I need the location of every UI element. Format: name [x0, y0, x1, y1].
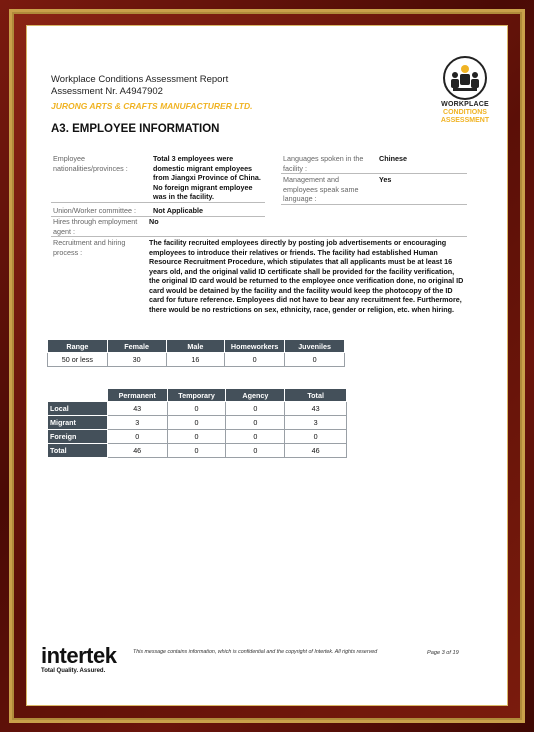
brand-tagline: Total Quality. Assured.	[41, 668, 106, 674]
divider	[51, 202, 265, 203]
row-label: Foreign	[48, 430, 108, 444]
col-range: Range	[48, 340, 108, 353]
range-table-header	[48, 340, 345, 353]
assessment-number: Assessment Nr. A4947902	[51, 86, 163, 97]
table-cell: 0	[167, 430, 226, 444]
table-cell: 43	[285, 402, 347, 416]
col-temporary: Temporary	[167, 389, 226, 402]
section-title: A3. EMPLOYEE INFORMATION	[51, 123, 220, 135]
col-female: Female	[107, 340, 166, 353]
wca-logo	[435, 56, 495, 126]
table-row	[48, 416, 347, 430]
table-cell: 50 or less	[48, 353, 108, 367]
table-cell: 46	[285, 444, 347, 458]
row-label: Local	[48, 402, 108, 416]
same-language-label: Management and employees speak same language :	[283, 175, 359, 203]
report-title: Workplace Conditions Assessment Report	[51, 74, 229, 85]
range-table	[47, 339, 345, 367]
col-agency: Agency	[226, 389, 285, 402]
languages-value: Chinese	[379, 154, 407, 163]
table-cell: 30	[107, 353, 166, 367]
table-cell: 0	[226, 444, 285, 458]
report-header	[51, 74, 228, 98]
table-cell: 0	[226, 416, 285, 430]
employment-type-table	[47, 388, 347, 458]
table-cell: 43	[107, 402, 167, 416]
table-row	[48, 430, 347, 444]
nationalities-label: Employee nationalities/provinces :	[53, 154, 128, 173]
blank-header	[48, 389, 108, 402]
logo-line-3: ASSESSMENT	[440, 117, 490, 124]
row-label: Total	[48, 444, 108, 458]
table-row	[48, 444, 347, 458]
divider	[281, 204, 467, 205]
divider	[281, 173, 467, 174]
divider	[51, 236, 467, 237]
recruitment-value: The facility recruited employees directly by posting job advertisements or encouraging employees to introduce their relatives or friends. The facility had established Human Resource Recruitment Procedure, which stipulates that all applicants must be at least 16 years old, and the original valid ID certificate shall be provided for the facility verification, the original ID card would be returned to the employee once verification done, no original ID card would be detained by the facility and the facility would keep the photocopy of the ID card for future reference. Employees did not have to bear any recruitment fee. Furthermore, there would be no restrictions on sex, ethnicity, race, gender or religion, etc. when hiring.	[149, 238, 464, 314]
page-number: Page 3 of 19	[427, 650, 459, 656]
row-label: Migrant	[48, 416, 108, 430]
document-page	[26, 25, 508, 706]
table-cell: 0	[107, 430, 167, 444]
col-male: Male	[166, 340, 225, 353]
languages-label: Languages spoken in the facility :	[283, 154, 364, 173]
workers-icon	[443, 56, 487, 100]
col-juveniles: Juveniles	[285, 340, 345, 353]
table-row	[48, 402, 347, 416]
table-cell: 46	[107, 444, 167, 458]
recruitment-label: Recruitment and hiring process :	[53, 238, 126, 257]
table-cell: 3	[285, 416, 347, 430]
same-language-value: Yes	[379, 175, 392, 184]
union-value: Not Applicable	[153, 206, 204, 215]
hires-label: Hires through employment agent :	[53, 217, 138, 236]
table-cell: 0	[167, 444, 226, 458]
table-cell: 0	[225, 353, 285, 367]
table-cell: 0	[285, 353, 345, 367]
table-cell: 0	[167, 402, 226, 416]
hires-value: No	[149, 217, 159, 226]
nationalities-value: Total 3 employees were domestic migrant employees from Jiangxi Province of China. No foreign migrant employee was in the facility.	[153, 154, 261, 201]
table-cell: 0	[167, 416, 226, 430]
table-cell: 16	[166, 353, 225, 367]
brand-name: intertek	[41, 643, 117, 668]
col-homeworkers: Homeworkers	[225, 340, 285, 353]
table-row	[48, 353, 345, 367]
col-permanent: Permanent	[107, 389, 167, 402]
table-cell: 0	[226, 430, 285, 444]
company-name: JURONG ARTS & CRAFTS MANUFACTURER LTD.	[51, 101, 253, 111]
col-total: Total	[285, 389, 347, 402]
logo-line-2: CONDITIONS	[443, 109, 487, 116]
table-cell: 0	[285, 430, 347, 444]
type-table-header	[48, 389, 347, 402]
table-cell: 0	[226, 402, 285, 416]
table-cell: 3	[107, 416, 167, 430]
intertek-logo	[41, 643, 116, 669]
logo-line-1: WORKPLACE	[441, 101, 489, 108]
union-label: Union/Worker committee :	[53, 206, 136, 215]
confidentiality-notice: This message contains information, which is confidential and the copyright of Intertek. All rights reserved	[133, 649, 378, 655]
